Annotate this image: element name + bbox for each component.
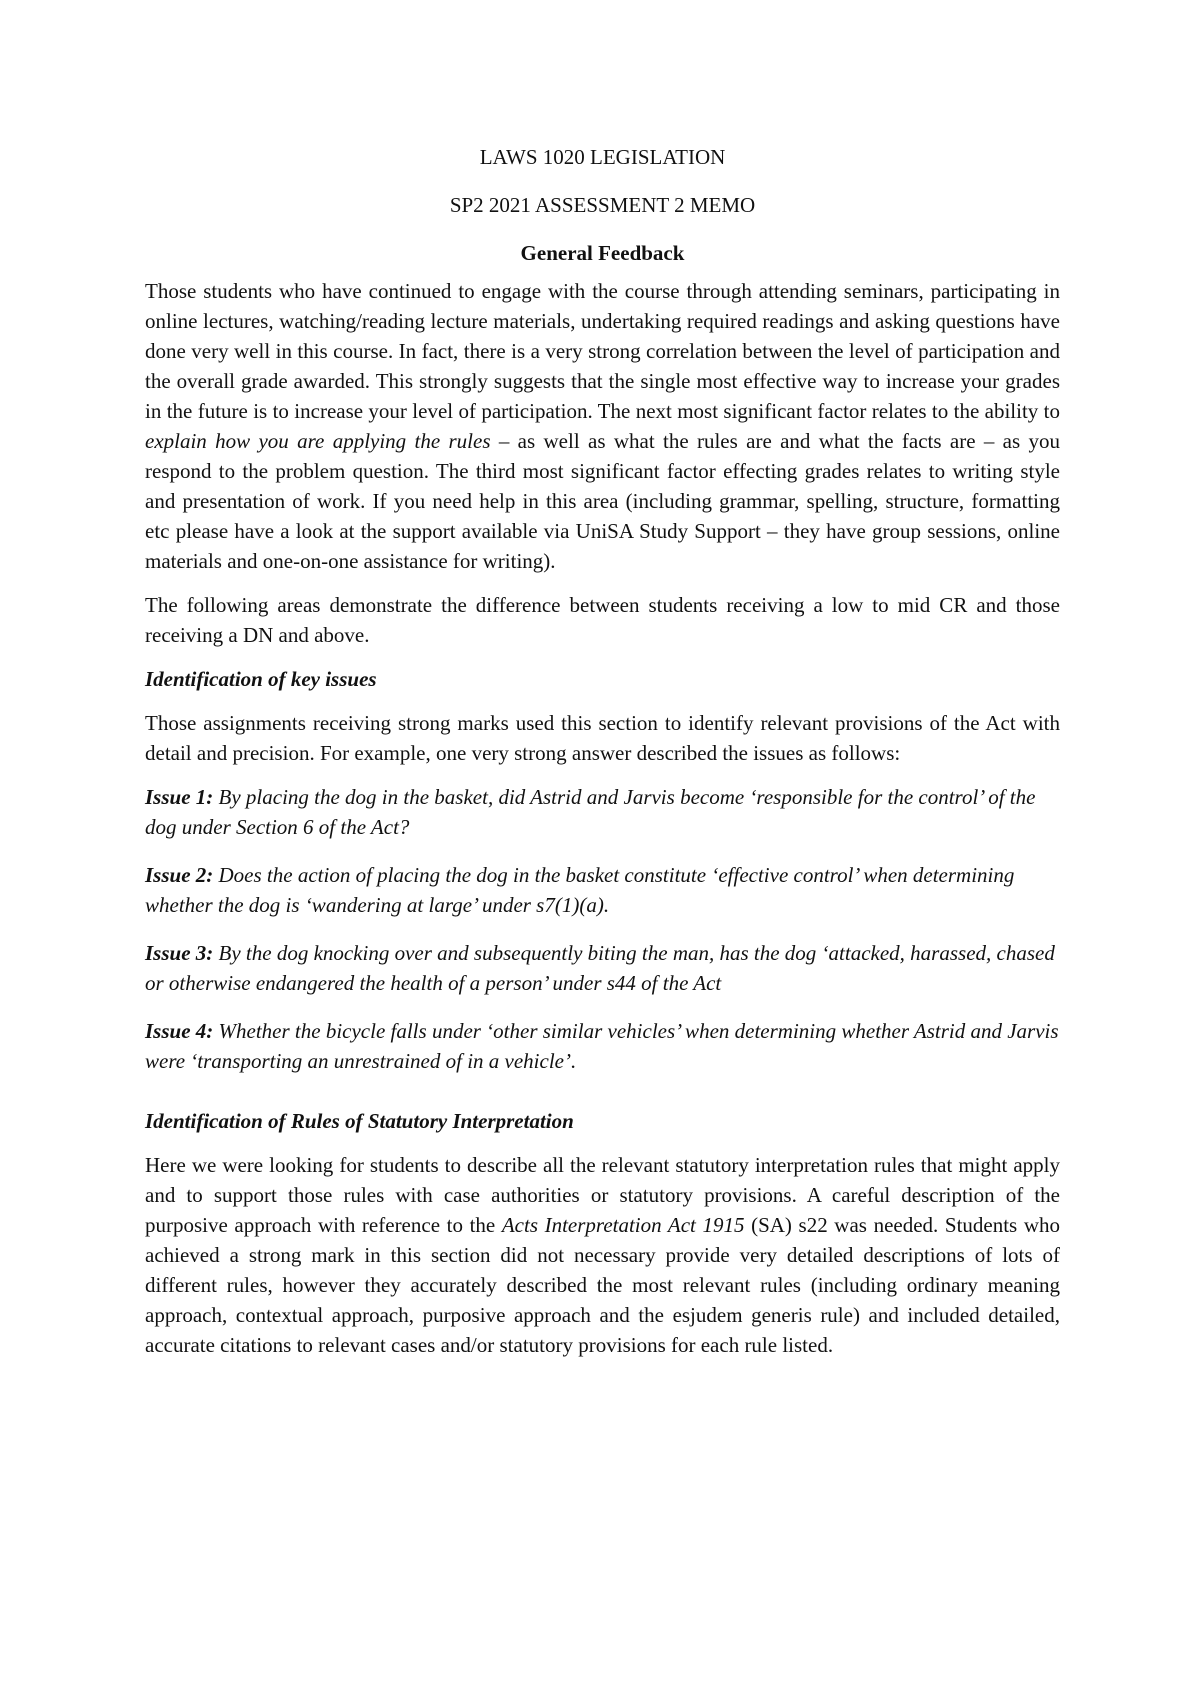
issue-item — [145, 782, 1060, 842]
general-feedback-paragraph-1 — [145, 276, 1060, 576]
document-page — [145, 142, 1060, 1374]
rules-text-part-1: Here we were looking for students to describe all the relevant statutory interpretation rules that might apply and to support those rules with case authorities or statutory provisions. A careful description of the purposive approach with reference to the — [145, 1153, 1060, 1237]
general-feedback-text-part-2: – as well as what the rules are and what the facts are – as you respond to the problem question. The third most significant factor effecting grades relates to writing style and presentation of work. If you need help in this area (including grammar, spelling, structure, formatting etc please have a look at the support available via UniSA Study Support – they have group sessions, online materials and one-on-one assistance for writing). — [145, 429, 1061, 573]
issue-text: By placing the dog in the basket, did Astrid and Jarvis become ‘responsible for the control’ of the dog under Section 6 of the Act? — [145, 785, 1036, 839]
issue-item — [145, 860, 1060, 920]
issue-label: Issue 1: — [145, 785, 214, 809]
key-issues-paragraph: Those assignments receiving strong marks used this section to identify relevant provisions of the Act with detail and precision. For example, one very strong answer described the issues as follows: — [145, 711, 1060, 765]
rules-heading: Identification of Rules of Statutory Interpretation — [145, 1109, 574, 1133]
general-feedback-emphasis: explain how you are applying the rules — [145, 429, 491, 453]
issue-item — [145, 938, 1060, 998]
document-subtitle: SP2 2021 ASSESSMENT 2 MEMO — [449, 193, 756, 217]
key-issues-heading: Identification of key issues — [145, 667, 377, 691]
issue-label: Issue 4: — [145, 1019, 214, 1043]
document-title: LAWS 1020 LEGISLATION — [479, 145, 726, 169]
rules-text-part-2: (SA) s22 was needed. Students who achieved a strong mark in this section did not necessary provide very detailed descriptions of lots of different rules, however they accurately described the most relevant rules (including ordinary meaning approach, contextual approach, purposive approach and the esjudem generis rule) and included detailed, accurate citations to relevant cases and/or statutory provisions for each rule listed. — [145, 1213, 1061, 1357]
rules-emphasis: Acts Interpretation Act 1915 — [501, 1213, 745, 1237]
general-feedback-paragraph-2: The following areas demonstrate the difference between students receiving a low to mid CR and those receiving a DN and above. — [145, 593, 1060, 647]
rules-paragraph — [145, 1150, 1060, 1360]
issue-label: Issue 3: — [145, 941, 214, 965]
issue-item — [145, 1016, 1060, 1076]
issue-text: Whether the bicycle falls under ‘other similar vehicles’ when determining whether Astrid and Jarvis were ‘transporting an unrestrained of in a vehicle’. — [145, 1019, 1059, 1073]
issue-text: By the dog knocking over and subsequently biting the man, has the dog ‘attacked, harassed, chased or otherwise endangered the health of a person’ under s44 of the Act — [145, 941, 1055, 995]
issue-text: Does the action of placing the dog in the basket constitute ‘effective control’ when determining whether the dog is ‘wandering at large’ under s7(1)(a). — [145, 863, 1015, 917]
general-feedback-text-part-1: Those students who have continued to engage with the course through attending seminars, participating in online lectures, watching/reading lecture materials, undertaking required readings and asking questions have done very well in this course. In fact, there is a very strong correlation between the level of participation and the overall grade awarded. This strongly suggests that the single most effective way to increase your grades in the future is to increase your level of participation. The next most significant factor relates to the ability to — [145, 279, 1060, 423]
general-feedback-heading: General Feedback — [520, 241, 685, 265]
issue-label: Issue 2: — [145, 863, 214, 887]
section-spacer — [145, 1094, 1060, 1106]
